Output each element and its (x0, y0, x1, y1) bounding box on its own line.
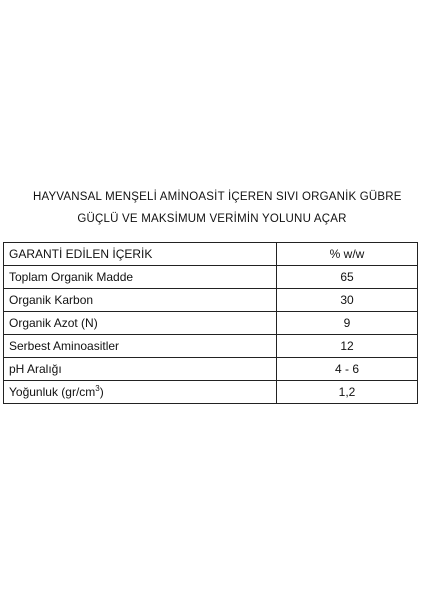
row-value-cell: 4 - 6 (277, 358, 418, 381)
row-label-cell: Organik Azot (N) (4, 312, 277, 335)
table-header-row (4, 243, 418, 266)
row-label-cell (4, 381, 277, 404)
row-value-cell: 9 (277, 312, 418, 335)
document-title-line-2: GÜÇLÜ VE MAKSİMUM VERİMİN YOLUNU AÇAR (77, 213, 347, 225)
row-value-cell: 30 (277, 289, 418, 312)
density-label-suffix: ) (99, 385, 104, 399)
table-row (4, 358, 418, 381)
row-value-cell: 1,2 (277, 381, 418, 404)
row-label-cell: Organik Karbon (4, 289, 277, 312)
guaranteed-content-table (3, 242, 418, 404)
row-label-cell: pH Aralığı (4, 358, 277, 381)
header-value-cell: % w/w (277, 243, 418, 266)
header-label-cell: GARANTİ EDİLEN İÇERİK (4, 243, 277, 266)
row-label-cell: Serbest Aminoasitler (4, 335, 277, 358)
document-title-line-1: HAYVANSAL MENŞELİ AMİNOASİT İÇEREN SIVI ORGANİK GÜBRE (33, 191, 402, 203)
table-row (4, 381, 418, 404)
density-label-text: Yoğunluk (gr/cm (9, 385, 96, 399)
table-row (4, 335, 418, 358)
table-row (4, 266, 418, 289)
row-value-cell: 65 (277, 266, 418, 289)
density-unit-superscript: 3 (95, 384, 100, 393)
table-row (4, 289, 418, 312)
row-label-cell: Toplam Organik Madde (4, 266, 277, 289)
row-value-cell: 12 (277, 335, 418, 358)
table-row (4, 312, 418, 335)
